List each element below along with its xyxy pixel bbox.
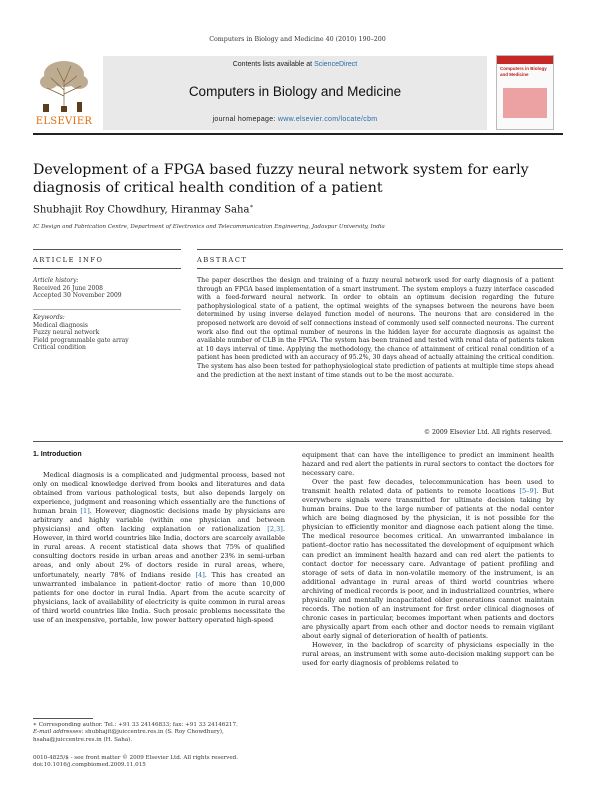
masthead-rule bbox=[33, 133, 563, 135]
citation-link[interactable]: [1] bbox=[80, 507, 90, 516]
citation-link[interactable]: [4] bbox=[195, 570, 205, 579]
citation-link[interactable]: [5–9] bbox=[519, 487, 537, 496]
text-run: . But everywhere signals were transmitted for ultimate decision taking by human brains. Due to the large number of patients at the nodal center which are being diagnosed by the physician, it is not possible for the physician to efficiently monitor and diagnose each patient along the time. The medical resource becomes critical. An unwarranted imbalance in patient–doctor ratio has necessitated the development of equipment which can predict an imminent health hazard and can red alert the patients to contact doctor for necessary care. Advantage of patient profiling and storage of sets of data in non-volatile memory of the instrument, is an additional advantage in rural areas of third world countries where archiving of medical records is poor, and in industrialized countries, where physically and mentally incapacitated older generations cannot maintain records. The notion of an instrument for first order clinical diagnoses of chronic cases in particular, becomes important when patients and doctors are physically apart from each other and doctor needs to remain vigilant about early signal of deterioration of health of patients. bbox=[302, 487, 554, 640]
running-head: Computers in Biology and Medicine 40 (2010) 190–200 bbox=[209, 36, 386, 43]
citation-link[interactable]: [2,3] bbox=[267, 525, 283, 534]
article-history bbox=[33, 277, 183, 300]
corresponding-author-footnote bbox=[33, 722, 283, 744]
journal-homepage-link[interactable]: www.elsevier.com/locate/cbm bbox=[277, 116, 378, 123]
section-heading-introduction: 1. Introduction bbox=[33, 451, 82, 458]
abstract-label: ABSTRACT bbox=[197, 256, 248, 264]
article-title-line-2: diagnosis of critical health condition of a patient bbox=[33, 180, 383, 196]
issn-line: 0010-4825/$ - see front matter © 2009 Elsevier Ltd. All rights reserved. bbox=[33, 755, 239, 761]
body-column-right bbox=[302, 451, 554, 668]
history-label: Article history: bbox=[33, 277, 79, 284]
homepage-line bbox=[103, 116, 487, 123]
cover-art bbox=[503, 88, 547, 118]
received-date: Received 26 June 2008 bbox=[33, 284, 103, 292]
cover-band bbox=[497, 56, 553, 64]
affiliation: IC Design and Fabrication Centre, Department of Electronics and Telecommunication Engineering, Jadavpur University, India bbox=[33, 224, 385, 230]
intro-paragraph-continued: equipment that can have the intelligence to predict an imminent health hazard and red alert the patients in rural sectors to contact the doctors for necessary care. bbox=[302, 451, 554, 478]
article-info-rule bbox=[33, 268, 181, 269]
footnote-emails bbox=[33, 729, 283, 736]
keyword-item: Field programmable gate array bbox=[33, 336, 129, 344]
doi-line[interactable]: doi:10.1016/j.compbiomed.2009.11.015 bbox=[33, 762, 146, 769]
abstract-rule-top bbox=[197, 249, 563, 250]
abstract-copyright: © 2009 Elsevier Ltd. All rights reserved. bbox=[423, 429, 552, 436]
elsevier-wordmark[interactable]: ELSEVIER bbox=[35, 116, 93, 127]
text-run: . However, in third world countries like India, doctors are scarcely available in rural areas. A recent statistical data shows that 75% of qualified consulting doctors reside in urban areas and another 23% in semi-urban areas, and only about 2% of doctors reside in rural areas, where, unfortunately, nearly 78% of Indians reside bbox=[33, 525, 285, 579]
author-mark[interactable]: ∗ bbox=[249, 203, 254, 210]
emails-label: E-mail addresses: bbox=[33, 729, 84, 736]
intro-paragraph-1 bbox=[33, 471, 285, 625]
footnote-mark: ∗ bbox=[33, 722, 37, 728]
article-title bbox=[33, 161, 573, 197]
footnote-rule bbox=[33, 718, 93, 719]
cover-title: Computers in Biology and Medicine bbox=[500, 66, 547, 77]
keyword-item: Medical diagnosis bbox=[33, 321, 88, 329]
email-link[interactable]: hsaha@juiccentre.res.in (H. Saha). bbox=[33, 736, 133, 743]
article-info-rule-top bbox=[33, 249, 181, 250]
text-run: Over the past few decades, telecommunication has been used to transmit health related data of patients to remote locations bbox=[302, 478, 554, 496]
email-link[interactable]: shubhajit@juiccentre.res.in (S. Roy Chowdhury), bbox=[83, 729, 224, 736]
body-column-left bbox=[33, 471, 285, 625]
homepage-prefix: journal homepage: bbox=[212, 116, 278, 123]
accepted-date: Accepted 30 November 2009 bbox=[33, 292, 122, 300]
sciencedirect-link[interactable]: ScienceDirect bbox=[314, 61, 358, 68]
text-run: . However, diagnostic decisions made by physicians are arbitrary and highly variable (within one physician and between physicians) and often lacking explanation or rationalization bbox=[33, 507, 285, 534]
keyword-item: Fuzzy neural network bbox=[33, 329, 100, 337]
text-run: Corresponding author. Tel.: +91 33 24146833; fax: +91 33 24146217. bbox=[36, 722, 238, 728]
bottom-meta bbox=[33, 755, 293, 770]
keyword-item: Critical condition bbox=[33, 344, 86, 352]
contents-prefix: Contents lists available at bbox=[232, 61, 315, 68]
author-list bbox=[33, 203, 254, 215]
journal-title: Computers in Biology and Medicine bbox=[188, 84, 402, 99]
contents-line bbox=[103, 61, 487, 68]
journal-cover-thumbnail[interactable] bbox=[496, 55, 554, 130]
authors-text[interactable]: Shubhajit Roy Chowdhury, Hiranmay Saha bbox=[33, 204, 250, 216]
abstract-text: The paper describes the design and training of a fuzzy neural network used for early diagnosis of a patient through an FPGA based implementation of a smart instrument. The system employs a fuzzy interface cascaded with a feed-forward neural network. In order to obtain an optimum decision regarding the future pathophysiological state of a patient, the optimal weights of the synapses between the neurons have been determined by using inverse delayed function model of neurons. The neurons that are considered in the proposed network are devoid of self connections instead of commonly used self connected neurons. The current work also find out the optimal number of neurons in the hidden layer for accurate diagnosis as against the available number of CLB in the FPGA. The system has been trained and tested with renal data of patients taken at 10 days interval of time. Applying the methodology, the chance of attainment of critical renal condition of a patient has been predicted with an accuracy of 95.2%, 30 days ahead of actually attaining the critical condition. The system has also been tested for pathophysiological state prediction of patients at multiple time steps ahead and the prediction at the next instant of time stands out to be the most accurate. bbox=[197, 277, 554, 379]
article-info-label: ARTICLE INFO bbox=[33, 256, 104, 264]
intro-paragraph-3: However, in the backdrop of scarcity of physicians especially in the rural areas, an instrument with some auto-decision making support can be used for early diagnosis of problems related to bbox=[302, 640, 554, 668]
abstract-rule-bottom bbox=[33, 441, 563, 442]
keywords-rule bbox=[33, 309, 181, 310]
keywords-block bbox=[33, 314, 183, 352]
article-title-line-1: Development of a FPGA based fuzzy neural network system for early bbox=[33, 162, 529, 178]
abstract-rule bbox=[197, 268, 563, 269]
text-run: . This has created an unwarranted imbalance in patient-doctor ratio of more than 10,000 patients for one doctor in rural India. Apart from the acute scarcity of physicians, lack of availability of electricity is quite common in rural areas of third world countries like India. Such prosaic problems necessitate the use of an inexpensive, portable, low power battery operated high-speed bbox=[33, 570, 285, 624]
keywords-label: Keywords: bbox=[33, 314, 65, 321]
intro-paragraph-2 bbox=[302, 478, 554, 641]
text-run: Medical diagnosis is a complicated and judgmental process, based not only on medical knowledge derived from books and literatures and data obtained from various pathological tests, but also depends largely on experience, judgment and reasoning which essentially are the functions of human brain bbox=[33, 471, 285, 516]
